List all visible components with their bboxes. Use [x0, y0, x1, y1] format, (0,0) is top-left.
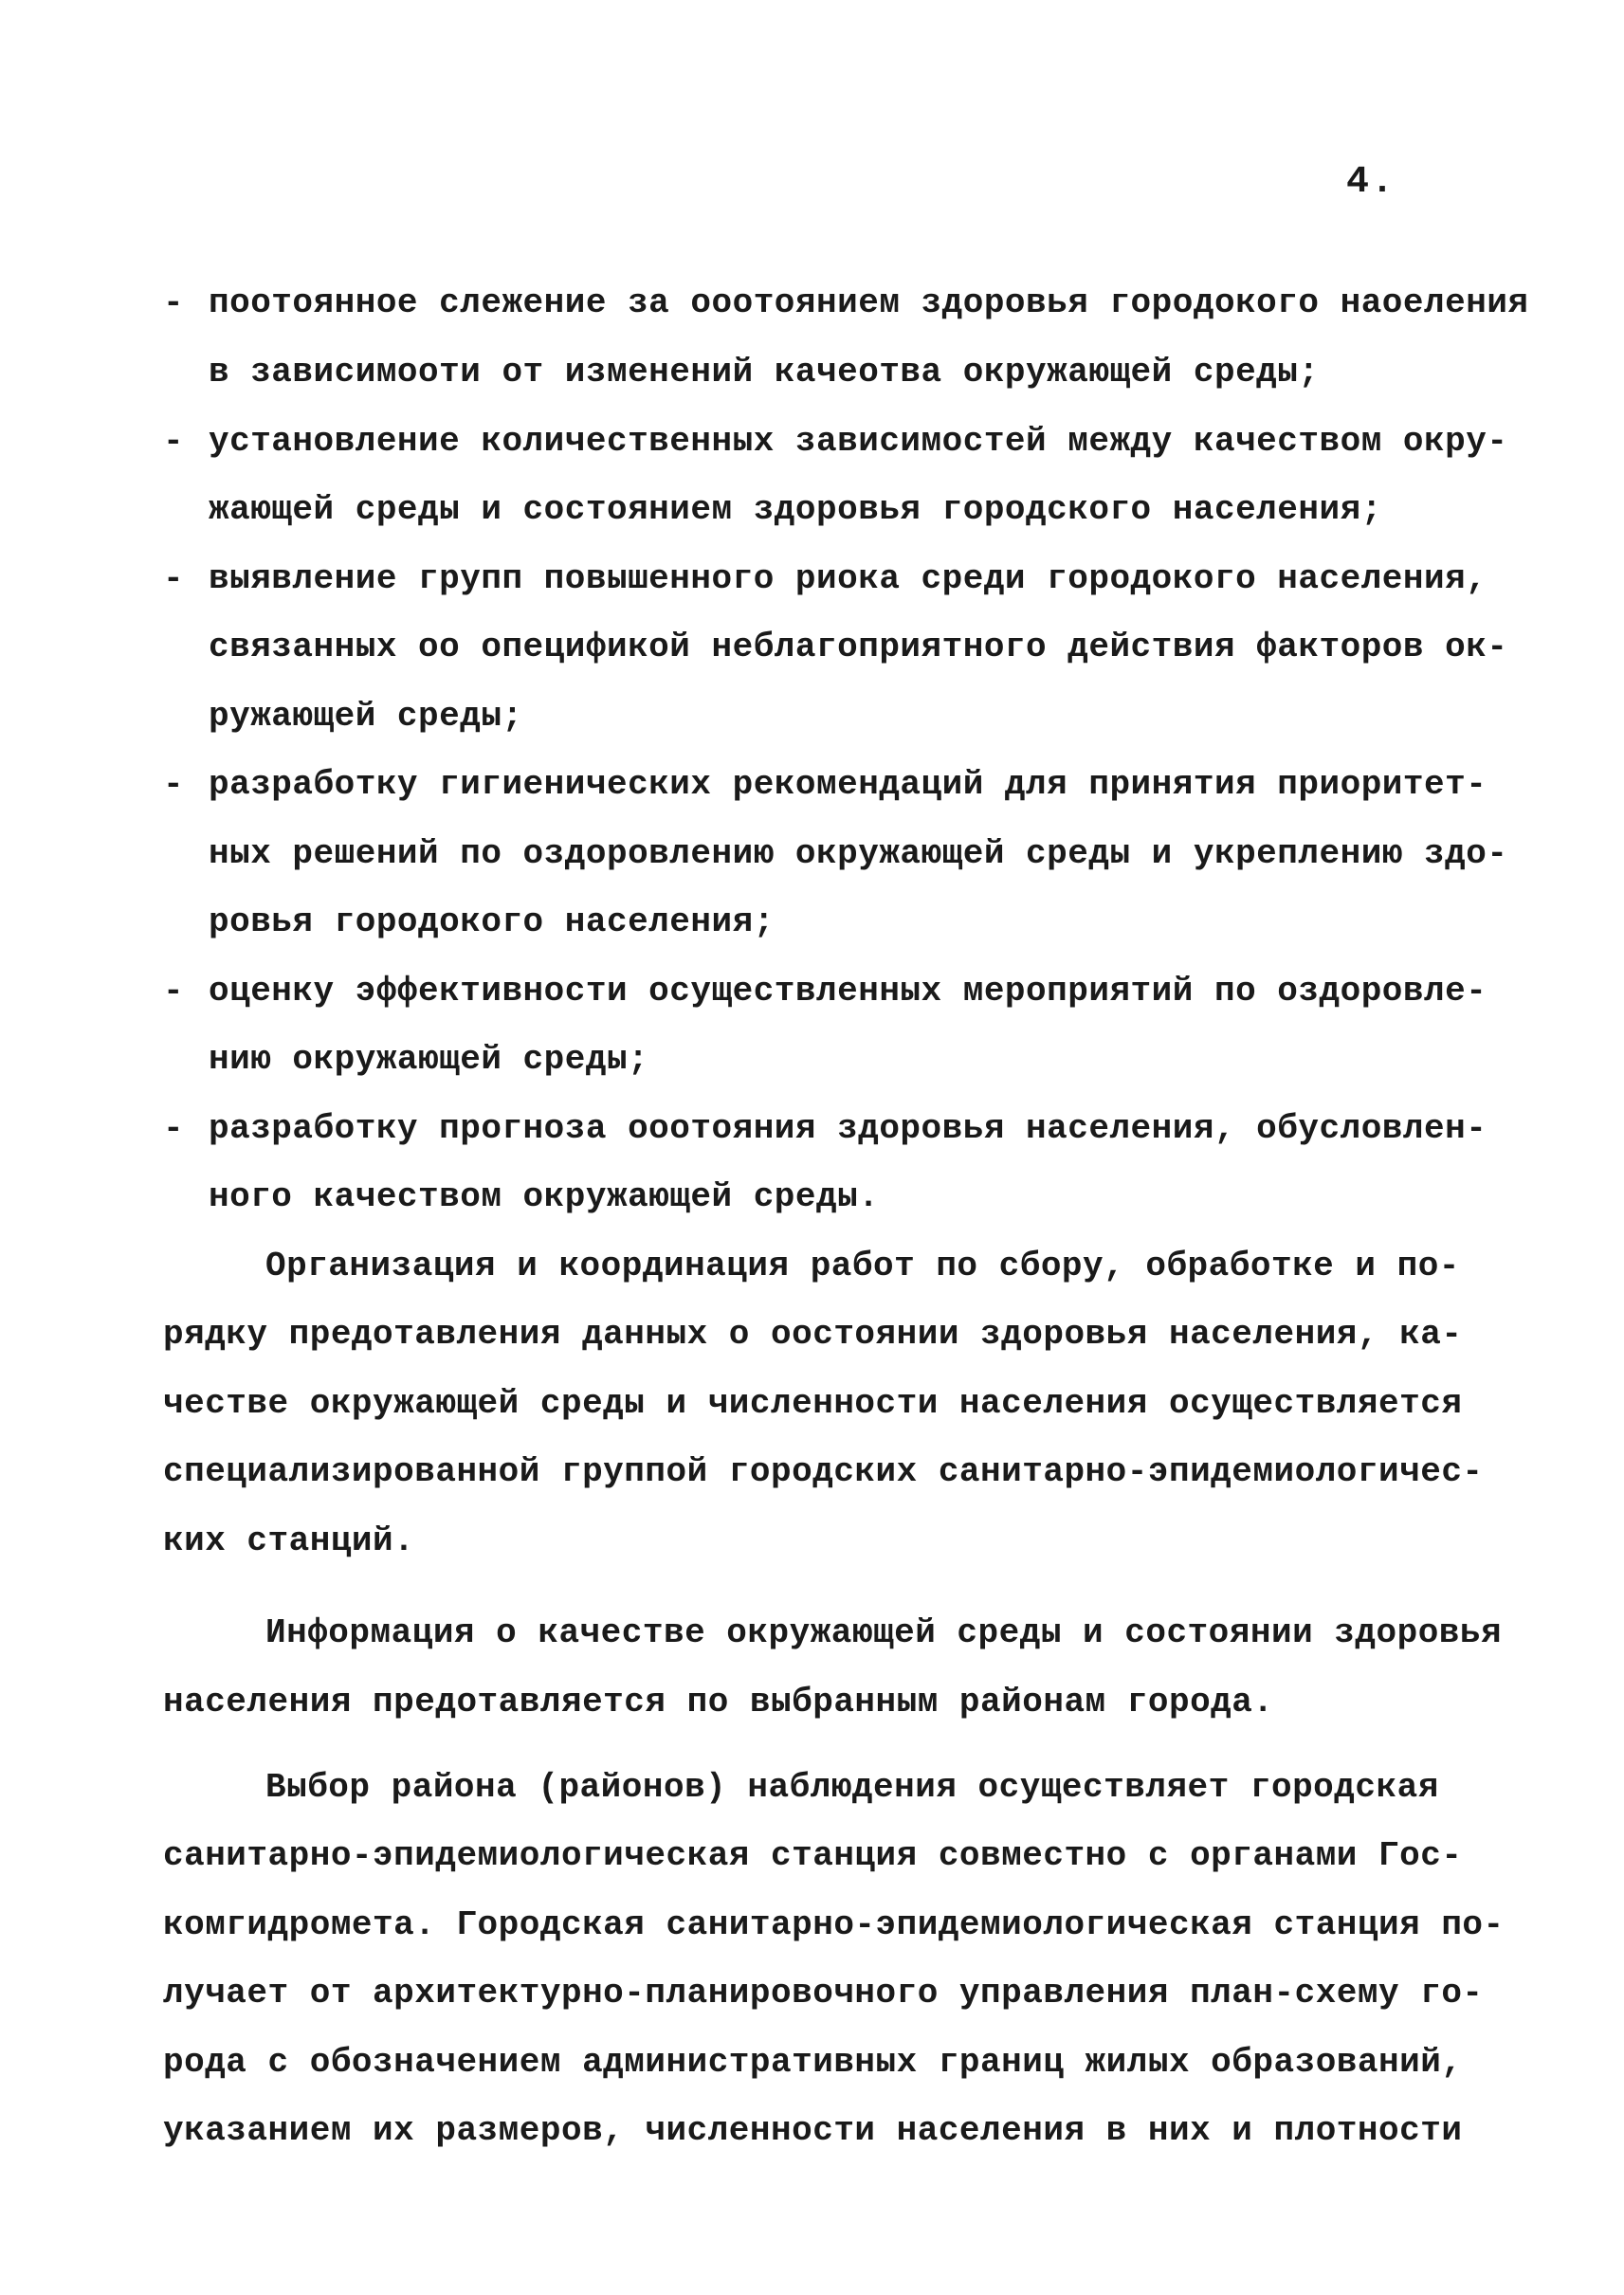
paragraph-1-line-1: Организация и координация работ по сбору, обработке и по- — [265, 1247, 1460, 1285]
paragraph-3-line-4: лучает от архитектурно-планировочного управления план-схему го- — [163, 1974, 1484, 2013]
bullet-item-2-line-2: жающей среды и состоянием здоровья городского населения; — [209, 490, 1382, 529]
bullet-dash: - — [163, 765, 185, 804]
bullet-item-4-line-2: ных решений по оздоровлению окружающей среды и укреплению здо- — [209, 834, 1508, 873]
bullet-item-3-line-1: - выявление групп повышенного риока среди городокого населения, — [163, 559, 1487, 598]
paragraph-3-line-6: указанием их размеров, численности населения в них и плотности — [163, 2111, 1463, 2150]
paragraph-1-line-4: специализированной группой городских санитарно-эпидемиологичес- — [163, 1452, 1484, 1491]
bullet-dash: - — [163, 283, 185, 322]
paragraph-2-line-2: населения предотавляется по выбранным районам города. — [163, 1683, 1274, 1721]
paragraph-2-line-1: Информация о качестве окружающей среды и состоянии здоровья — [265, 1613, 1503, 1652]
bullet-dash: - — [163, 422, 185, 461]
bullet-item-1-line-1: - поотоянное слежение за ооотоянием здоровья городокого наоеления — [163, 283, 1529, 322]
paragraph-3-line-2: санитарно-эпидемиологическая станция совместно с органами Гос- — [163, 1836, 1463, 1875]
bullet-item-5-line-1: - оценку эффективности осуществленных мероприятий по оздоровле- — [163, 972, 1487, 1011]
paragraph-1-line-5: ких станций. — [163, 1521, 415, 1560]
paragraph-3-line-1: Выбор района (районов) наблюдения осуществляет городская — [265, 1768, 1439, 1807]
bullet-item-2-line-1: - установление количественных зависимостей между качеством окру- — [163, 422, 1508, 461]
bullet-item-1-line-2: в зависимооти от изменений качеотва окружающей среды; — [209, 353, 1320, 392]
paragraph-1-line-2: рядку предотавления данных о оостоянии здоровья населения, ка- — [163, 1315, 1463, 1354]
paragraph-1-line-3: честве окружающей среды и численности населения осуществляется — [163, 1384, 1463, 1423]
bullet-item-3-line-2: связанных оо опецификой неблагоприятного действия факторов ок- — [209, 628, 1508, 666]
bullet-dash: - — [163, 972, 185, 1011]
bullet-item-6-line-2: ного качеством окружающей среды. — [209, 1177, 880, 1216]
bullet-item-5-line-2: нию окружающей среды; — [209, 1040, 649, 1079]
paragraph-3-line-3: комгидромета. Городская санитарно-эпидемиологическая станция по- — [163, 1905, 1505, 1944]
bullet-dash: - — [163, 1109, 185, 1148]
bullet-dash: - — [163, 559, 185, 598]
bullet-item-6-line-1: - разработку прогноза ооотояния здоровья населения, обусловлен- — [163, 1109, 1487, 1148]
page-number: 4. — [1346, 161, 1396, 204]
bullet-item-3-line-3: ружающей среды; — [209, 697, 523, 736]
paragraph-3-line-5: рода с обозначением административных границ жилых образований, — [163, 2043, 1463, 2082]
bullet-item-4-line-1: - разработку гигиенических рекомендаций для принятия приоритет- — [163, 765, 1487, 804]
bullet-item-4-line-3: ровья городокого населения; — [209, 902, 775, 941]
